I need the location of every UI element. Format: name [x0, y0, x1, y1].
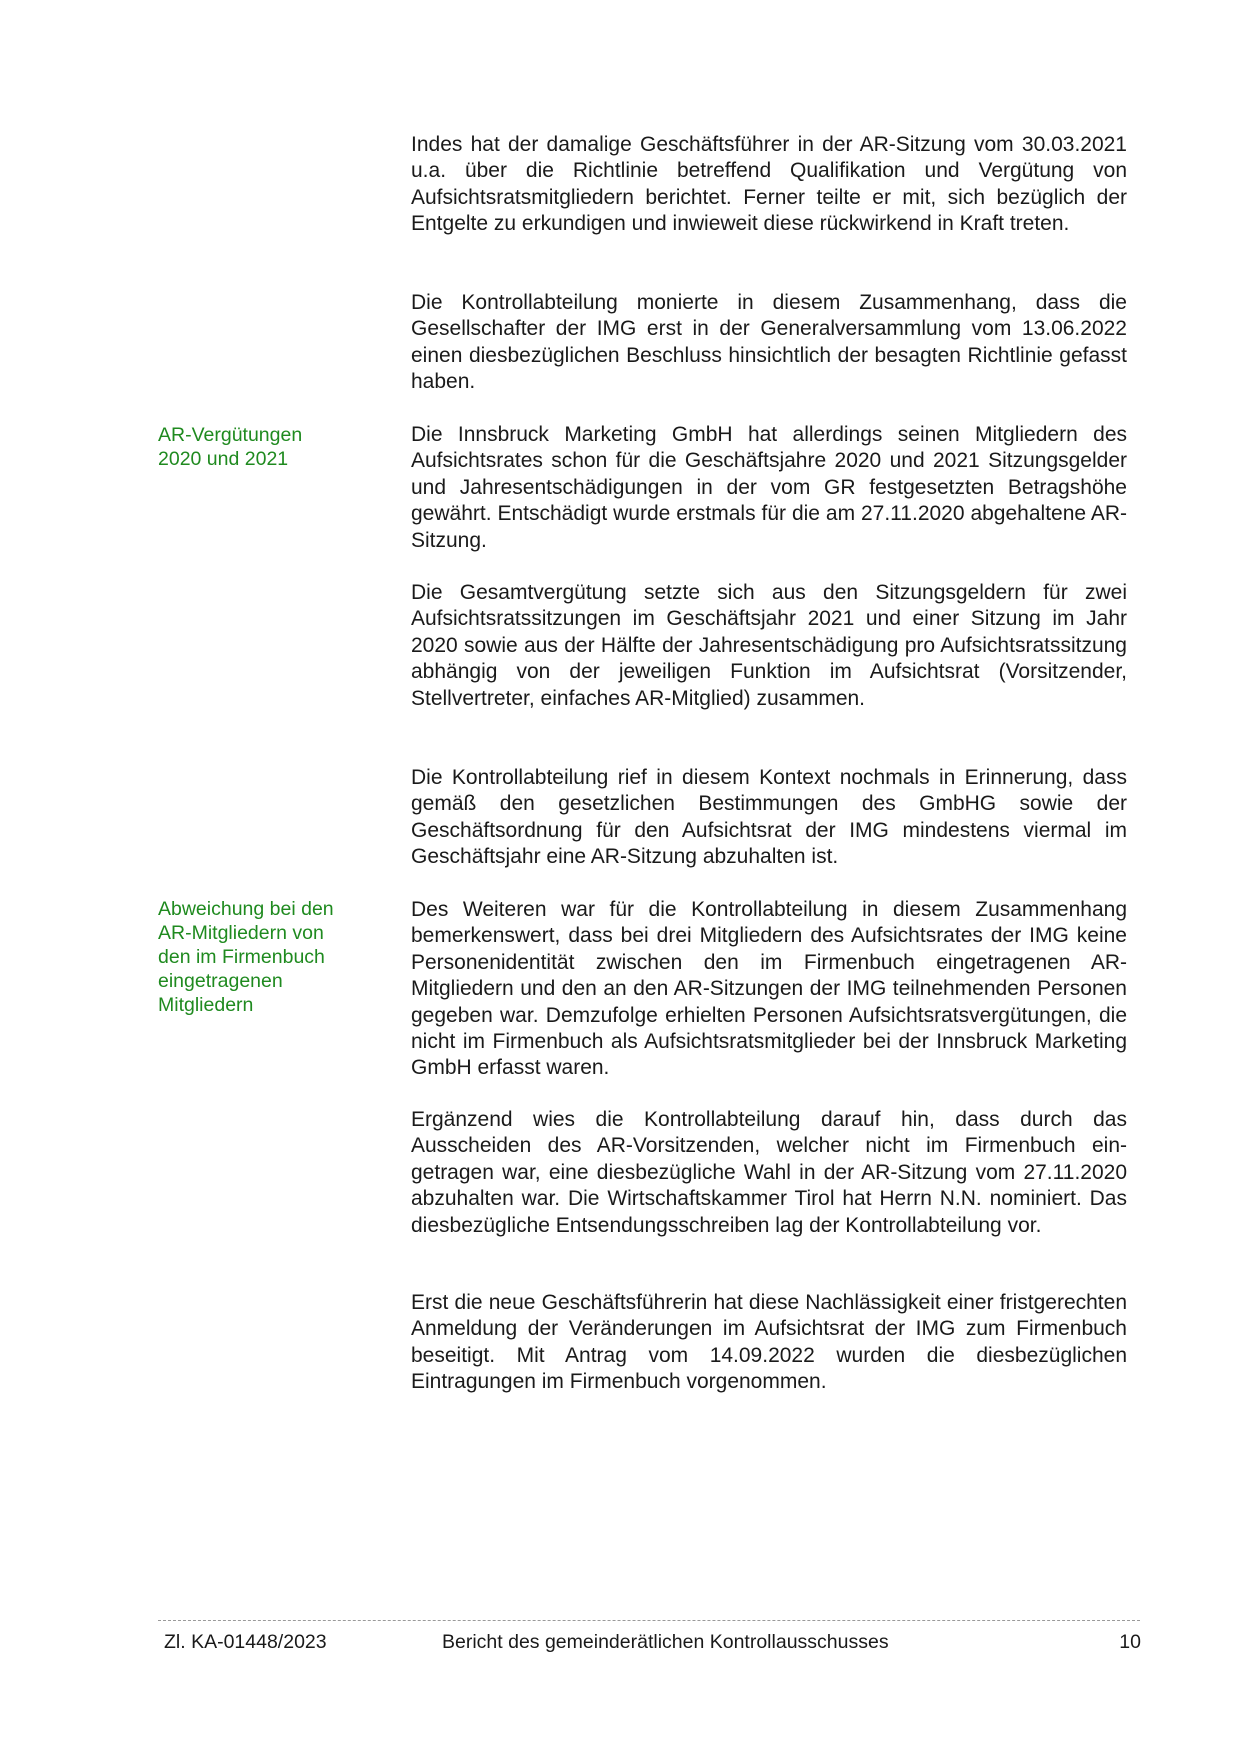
margin-note-verguetungen: AR-Vergütungen 2020 und 2021 [158, 424, 303, 470]
footer-title: Bericht des gemeinderätlichen Kontrollausschusses [442, 1631, 889, 1653]
margin-note-abweichung: Abweichung bei den AR-Mitgliedern von den im Firmenbuch eingetragenen Mitgliedern [158, 898, 334, 1016]
paragraph-2: Die Kontrollabteilung monierte in diesem Zusammenhang, dass die Gesellschafter der IMG erst in der Generalversammlung vom 13.06.2022 einen diesbezüglichen Beschluss hinsichtlich der besagten Richtlinie gefasst haben. [411, 291, 1127, 394]
paragraph-8: Erst die neue Geschäftsführerin hat diese Nachlässigkeit einer fristgerechten Anmeldung der Veränderungen im Aufsichtsrat der IMG zum Firmenbuch beseitigt. Mit Antrag vom 14.09.2022 wurden die diesbezüglichen Eintragungen im Firmenbuch vorgenommen. [411, 1291, 1127, 1394]
paragraph-5: Die Kontrollabteilung rief in diesem Kontext nochmals in Erinnerung, dass gemäß den gesetzlichen Bestimmungen des GmbHG sowie der Geschäftsordnung für den Aufsichtsrat der IMG mindestens viermal im Geschäftsjahr eine AR-Sitzung abzuhalten ist. [411, 766, 1127, 869]
page-number: 10 [1119, 1631, 1141, 1653]
paragraph-4: Die Gesamtvergütung setzte sich aus den Sitzungsgeldern für zwei Aufsichtsratssitzungen im Geschäftsjahr 2021 und einer Sitzung im Jahr 2020 sowie aus der Hälfte der Jahresentschädigung pro Aufsichtsratssitzung abhängig von der jeweiligen Funktion im Aufsichtsrat (Vorsitzender, Stellvertreter, einfaches AR-Mitglied) zusammen. [411, 581, 1127, 710]
paragraph-6: Des Weiteren war für die Kontrollabteilung in diesem Zusammenhang bemerkenswert, dass bei drei Mitgliedern des Aufsichtsrates der IMG keine Personenidentität zwischen den im Firmenbuch eingetragenen AR-Mitgliedern und den an den AR-Sitzungen der IMG teilnehmenden Personen gegeben war. Demzufolge erhielten Personen Aufsichtsratsvergütungen, die nicht im Firmenbuch als Aufsichtsratsmitglieder bei der Innsbruck Marketing GmbH erfasst waren. [411, 898, 1127, 1080]
paragraph-3: Die Innsbruck Marketing GmbH hat allerdings seinen Mitgliedern des Aufsichtsrates schon für die Geschäftsjahre 2020 und 2021 Sitzungsgelder und Jahresentschädigungen in der vom GR festgesetzten Betragshöhe gewährt. Entschädigt wurde erstmals für die am 27.11.2020 abgehaltene AR-Sitzung. [411, 423, 1127, 552]
paragraph-7: Ergänzend wies die Kontrollabteilung darauf hin, dass durch das Ausscheiden des AR-Vorsitzenden, welcher nicht im Firmenbuch eingetragen war, eine diesbezügliche Wahl in der AR-Sitzung vom 27.11.2020 abzuhalten war. Die Wirtschaftskammer Tirol hat Herrn N.N. nominiert. Das diesbezügliche Entsendungsschreiben lag der Kontrollabteilung vor. [411, 1108, 1127, 1237]
footer-reference: Zl. KA-01448/2023 [164, 1631, 327, 1653]
paragraph-1: Indes hat der damalige Geschäftsführer in der AR-Sitzung vom 30.03.2021 u.a. über die Richtlinie betreffend Qualifikation und Vergütung von Aufsichtsratsmitgliedern berichtet. Ferner teilte er mit, sich bezüglich der Entgelte zu erkundigen und inwieweit diese rückwirkend in Kraft treten. [411, 133, 1127, 236]
footer-divider [158, 1620, 1140, 1621]
